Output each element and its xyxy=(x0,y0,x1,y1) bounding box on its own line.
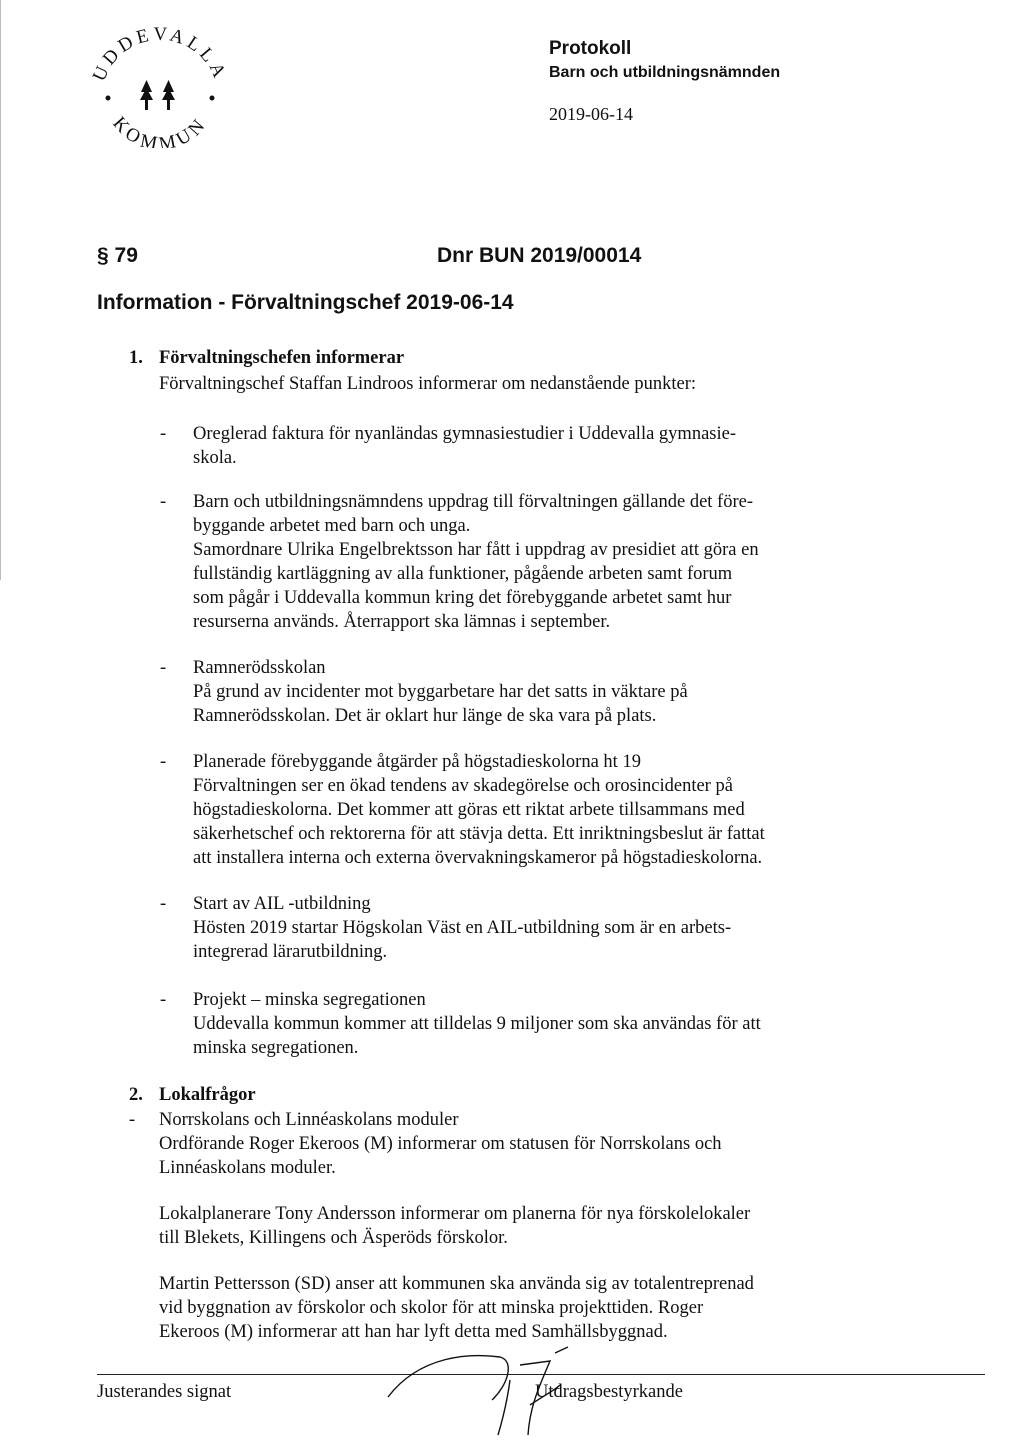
diary-number: Dnr BUN 2019/00014 xyxy=(437,244,642,267)
bullet-line: högstadieskolorna. Det kommer att göras ett riktat arbete tillsammans med xyxy=(193,800,745,820)
bullet-line: Förvaltningen ser en ökad tendens av skadegörelse och orosincidenter på xyxy=(193,776,733,796)
bullet-dash: - xyxy=(160,990,167,1010)
bullet-dash: - xyxy=(160,894,167,914)
logo-bottom-text: KOMMUN xyxy=(108,112,212,148)
item-1-number: 1. xyxy=(129,348,143,368)
bullet-line: som pågår i Uddevalla kommun kring det förebyggande arbetet samt hur xyxy=(193,588,732,608)
item-1-intro: Förvaltningschef Staffan Lindroos informerar om nedanstående punkter: xyxy=(159,374,697,394)
item-2-heading: Lokalfrågor xyxy=(159,1085,256,1105)
logo-emblem-icon xyxy=(72,20,248,148)
paragraph-line: Linnéaskolans moduler. xyxy=(159,1158,336,1178)
document-type: Protokoll xyxy=(549,38,632,59)
bullet-line: integrerad lärarutbildning. xyxy=(193,942,388,962)
bullet-line: att installera interna och externa övervakningskameror på högstadieskolorna. xyxy=(193,848,763,868)
bullet-dash: - xyxy=(129,1110,136,1130)
bullet-line: Barn och utbildningsnämndens uppdrag till förvaltningen gällande det före- xyxy=(193,492,753,512)
paragraph-line: Lokalplanerare Tony Andersson informerar om planerna för nya förskolelokaler xyxy=(159,1204,751,1224)
bullet-dash: - xyxy=(160,492,167,512)
municipality-logo xyxy=(72,20,248,148)
bullet-line: Ramnerödsskolan. Det är oklart hur länge de ska vara på plats. xyxy=(193,706,657,726)
bullet-line: På grund av incidenter mot byggarbetare har det satts in väktare på xyxy=(193,682,688,702)
bullet-line: Projekt – minska segregationen xyxy=(193,990,426,1010)
bullet-line: Start av AIL -utbildning xyxy=(193,894,371,914)
bullet-dash: - xyxy=(160,424,167,444)
paragraph-line: Martin Pettersson (SD) anser att kommunen ska använda sig av totalentreprenad xyxy=(159,1274,754,1294)
bullet-line: Uddevalla kommun kommer att tilldelas 9 miljoner som ska användas för att xyxy=(193,1014,761,1034)
paragraph-line: Ordförande Roger Ekeroos (M) informerar om statusen för Norrskolans och xyxy=(159,1134,722,1154)
item-2-bullet: Norrskolans och Linnéaskolans moduler xyxy=(159,1110,459,1130)
bullet-line: minska segregationen. xyxy=(193,1038,359,1058)
paragraph-line: Ekeroos (M) informerar att han har lyft detta med Samhällsbyggnad. xyxy=(159,1322,668,1342)
svg-text:KOMMUN xyxy=(108,113,211,148)
document-date: 2019-06-14 xyxy=(549,104,633,124)
bullet-dash: - xyxy=(160,658,167,678)
bullet-line: Ramnerödsskolan xyxy=(193,658,326,678)
bullet-line: Oreglerad faktura för nyanländas gymnasiestudier i Uddevalla gymnasie- xyxy=(193,424,736,444)
committee-name: Barn och utbildningsnämnden xyxy=(549,64,781,81)
scan-edge-mark xyxy=(0,0,4,580)
section-subject: Information - Förvaltningschef 2019-06-14 xyxy=(97,291,514,314)
bullet-line: byggande arbetet med barn och unga. xyxy=(193,516,471,536)
signature-label-left: Justerandes signat xyxy=(97,1382,232,1402)
bullet-line: Planerade förebyggande åtgärder på högstadieskolorna ht 19 xyxy=(193,752,641,772)
bullet-line: resurserna används. Återrapport ska lämnas i september. xyxy=(193,612,611,632)
svg-text:UDDEVALLA xyxy=(89,24,231,85)
paragraph-line: vid byggnation av förskolor och skolor för att minska projekttiden. Roger xyxy=(159,1298,704,1318)
bullet-line: Hösten 2019 startar Högskolan Väst en AIL-utbildning som är en arbets- xyxy=(193,918,732,938)
paragraph-number: § 79 xyxy=(97,244,138,267)
bullet-line: fullständig kartläggning av alla funktioner, pågående arbeten samt forum xyxy=(193,564,733,584)
signature-label-right: Utdragsbestyrkande xyxy=(535,1382,683,1402)
bullet-dash: - xyxy=(160,752,167,772)
bullet-line: skola. xyxy=(193,448,237,468)
bullet-line: Samordnare Ulrika Engelbrektsson har fått i uppdrag av presidiet att göra en xyxy=(193,540,759,560)
item-1-heading: Förvaltningschefen informerar xyxy=(159,348,405,368)
item-2-number: 2. xyxy=(129,1085,143,1105)
bullet-line: säkerhetschef och rektorerna för att stävja detta. Ett inriktningsbeslut är fattat xyxy=(193,824,765,844)
paragraph-line: till Blekets, Killingens och Äsperöds förskolor. xyxy=(159,1228,508,1248)
logo-top-text: UDDEVALLA xyxy=(88,23,232,85)
